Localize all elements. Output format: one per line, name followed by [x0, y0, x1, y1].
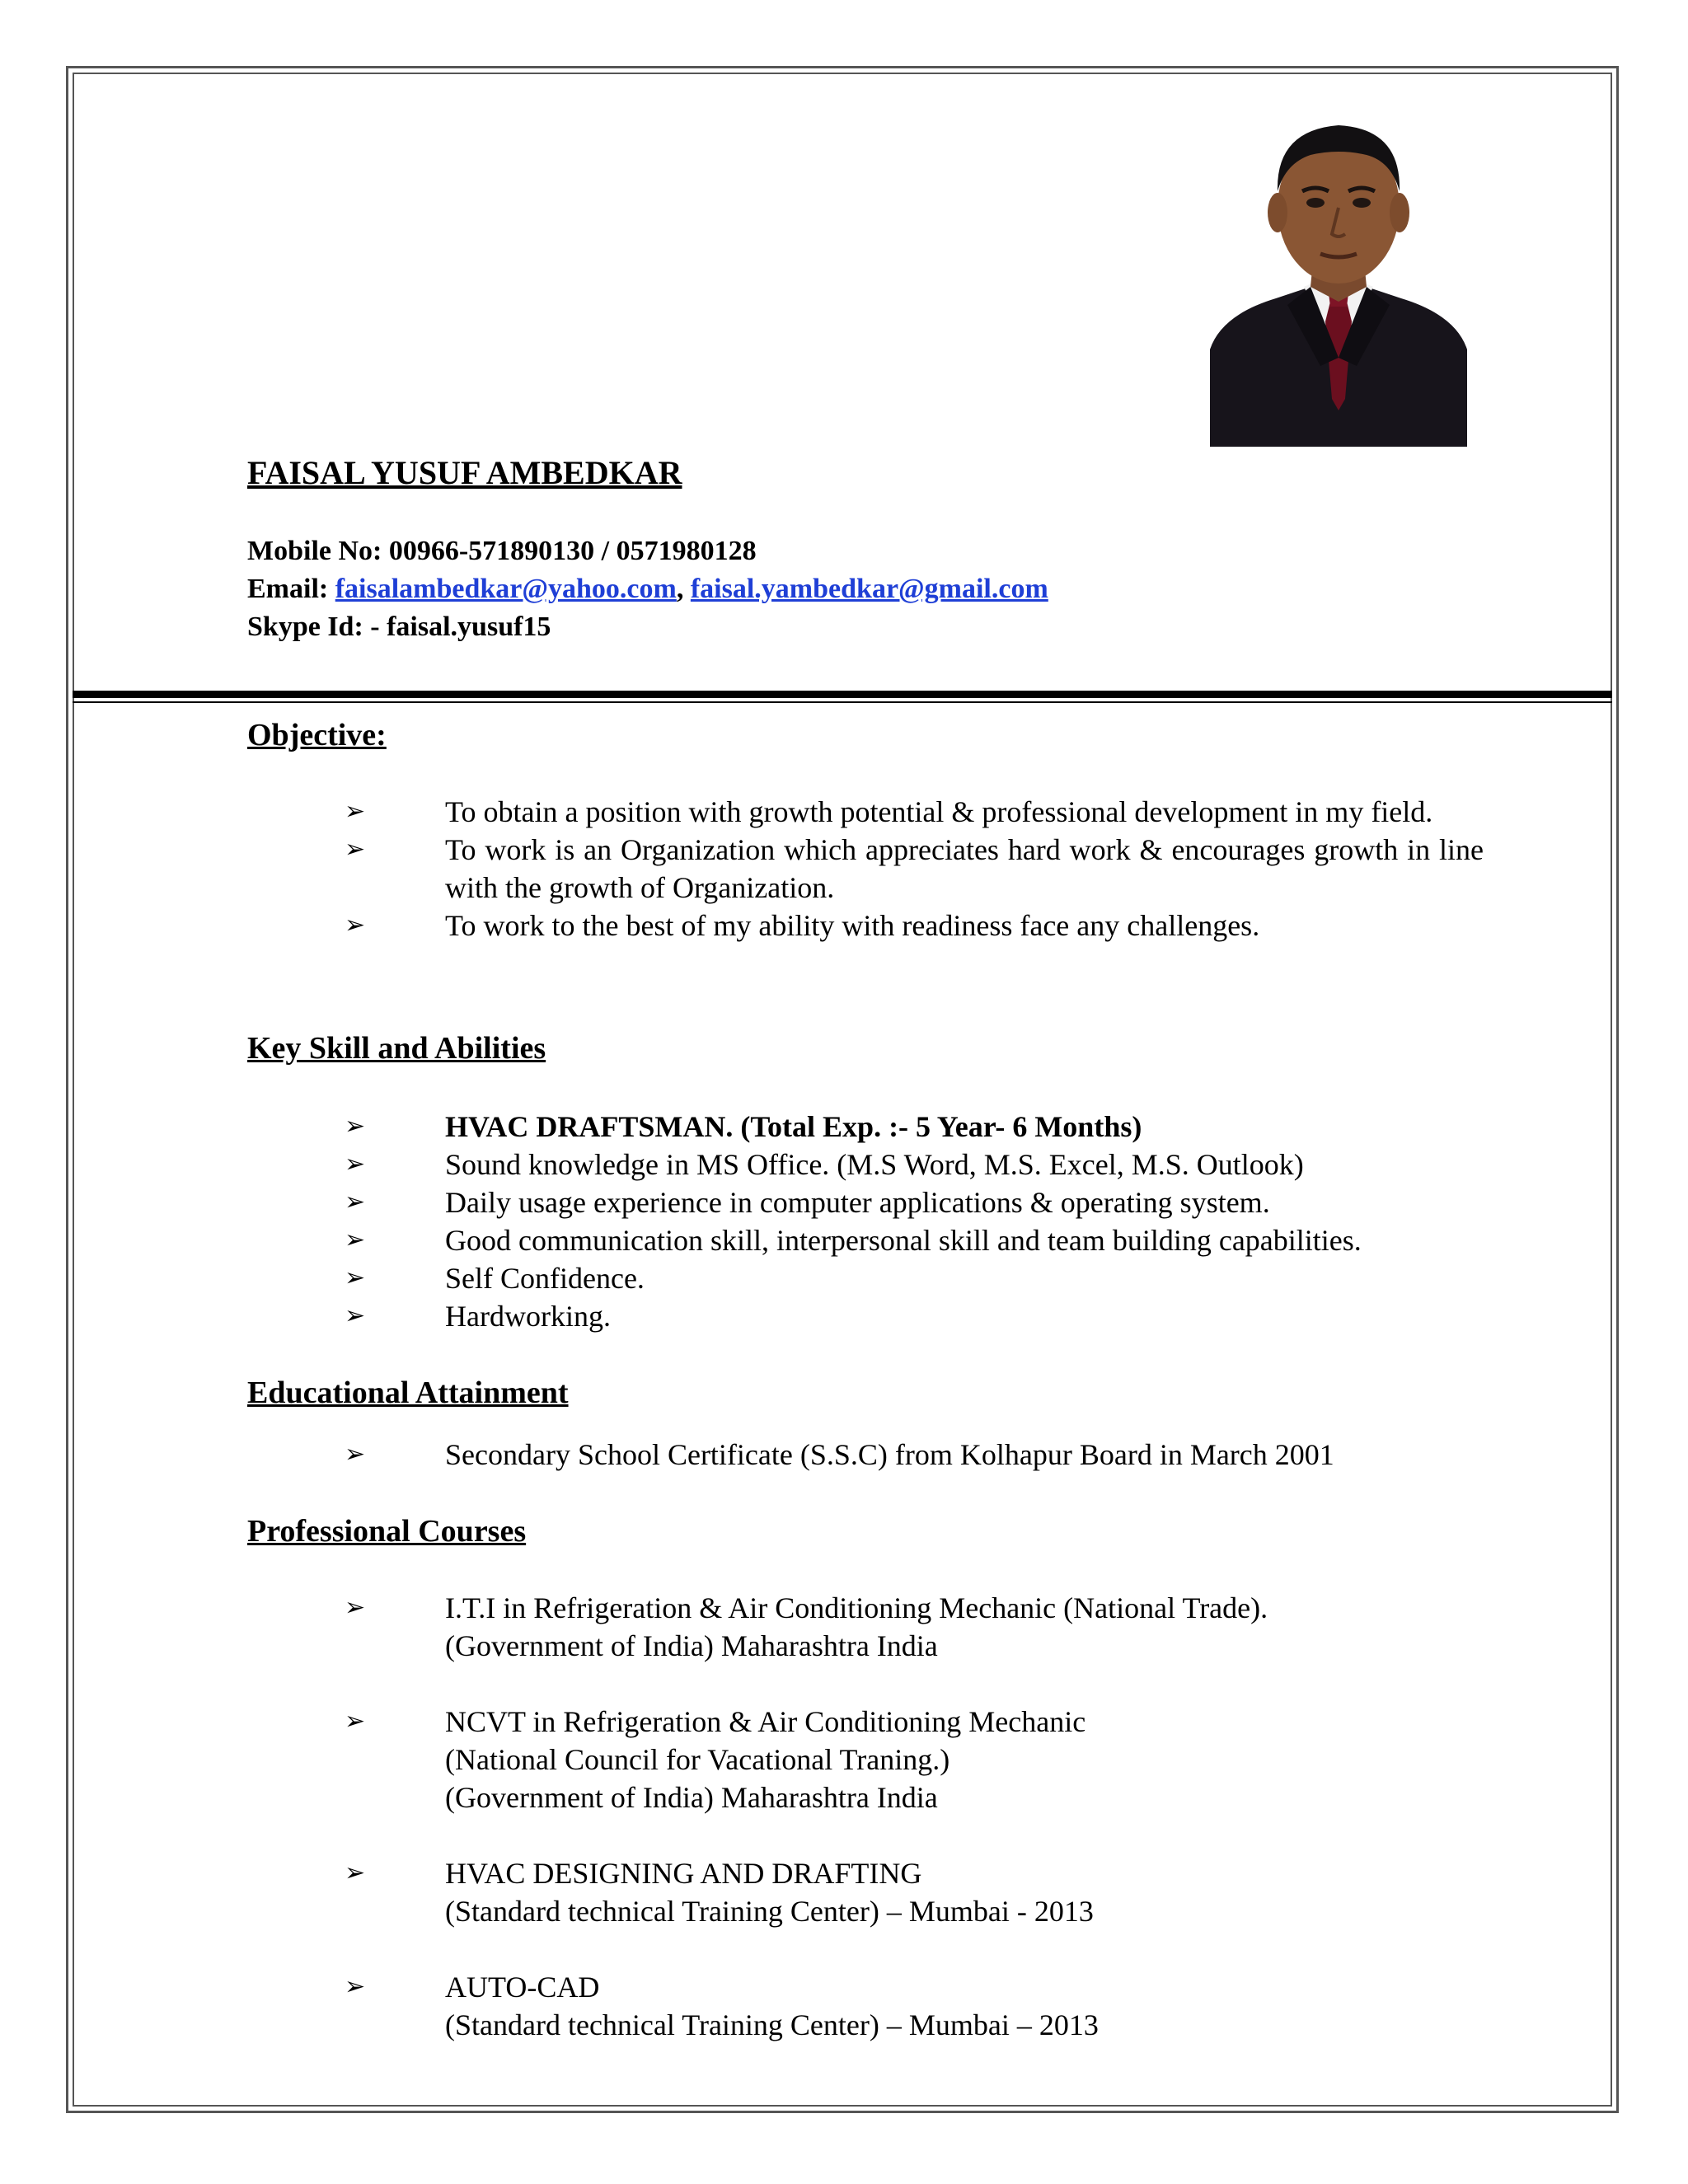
skills-title: Key Skill and Abilities: [247, 1031, 546, 1066]
arrow-bullet-icon: ➢: [345, 1112, 366, 1141]
skype-label: Skype Id:: [247, 612, 371, 642]
skills-list: [247, 1108, 1484, 1335]
list-item: ➢ AUTO-CAD (Standard technical Training Center) – Mumbai – 2013: [247, 1968, 1484, 2044]
mobile-value: 00966-571890130 / 0571980128: [388, 536, 757, 566]
candidate-name: FAISAL YUSUF AMBEDKAR: [247, 454, 682, 491]
header-divider-thin: [73, 701, 1612, 703]
arrow-bullet-icon: ➢: [345, 1263, 366, 1292]
arrow-bullet-icon: ➢: [345, 1858, 366, 1887]
email-label: Email:: [247, 574, 335, 604]
list-item: ➢ I.T.I in Refrigeration & Air Conditioning Mechanic (National Trade). (Government of India) Maharashtra India: [247, 1589, 1484, 1665]
list-item: ➢ HVAC DESIGNING AND DRAFTING (Standard technical Training Center) – Mumbai - 2013: [247, 1854, 1484, 1930]
courses-list: [247, 1589, 1484, 2044]
courses-title: Professional Courses: [247, 1514, 527, 1549]
list-item: ➢ Self Confidence.: [247, 1259, 1484, 1297]
arrow-bullet-icon: ➢: [345, 1972, 366, 2001]
list-spacer: [247, 1816, 1484, 1854]
list-item: ➢ HVAC DRAFTSMAN. (Total Exp. :- 5 Year- 6 Months): [247, 1108, 1484, 1146]
list-spacer: [247, 1930, 1484, 1968]
list-item: ➢ To work is an Organization which appreciates hard work & encourages growth in line with the growth of Organization.: [247, 831, 1484, 907]
profile-photo: [1205, 110, 1472, 447]
education-title: Educational Attainment: [247, 1376, 569, 1410]
email-link-yahoo[interactable]: faisalambedkar@yahoo.com: [335, 574, 677, 604]
list-item: ➢ To work to the best of my ability with readiness face any challenges.: [247, 907, 1484, 944]
list-item: ➢ Secondary School Certificate (S.S.C) from Kolhapur Board in March 2001: [247, 1436, 1484, 1474]
education-list: [247, 1436, 1484, 1474]
arrow-bullet-icon: ➢: [345, 1440, 366, 1469]
arrow-bullet-icon: ➢: [345, 797, 366, 826]
list-item: ➢ To obtain a position with growth potential & professional development in my field.: [247, 793, 1484, 831]
email-link-gmail[interactable]: faisal.yambedkar@gmail.com: [690, 574, 1048, 604]
arrow-bullet-icon: ➢: [345, 1150, 366, 1179]
list-item: ➢ Hardworking.: [247, 1297, 1484, 1335]
email-row: [247, 570, 1048, 608]
contact-block: [247, 532, 1048, 646]
list-spacer: [247, 1665, 1484, 1703]
list-item: ➢ Sound knowledge in MS Office. (M.S Word, M.S. Excel, M.S. Outlook): [247, 1146, 1484, 1183]
arrow-bullet-icon: ➢: [345, 1226, 366, 1254]
objective-list: [247, 793, 1484, 944]
list-item: ➢ Daily usage experience in computer applications & operating system.: [247, 1183, 1484, 1221]
arrow-bullet-icon: ➢: [345, 1301, 366, 1330]
objective-title: Objective:: [247, 718, 387, 752]
arrow-bullet-icon: ➢: [345, 1707, 366, 1736]
mobile-row: [247, 532, 1048, 570]
email-separator: ,: [676, 574, 691, 604]
arrow-bullet-icon: ➢: [345, 835, 366, 864]
list-item: ➢ Good communication skill, interpersonal skill and team building capabilities.: [247, 1221, 1484, 1259]
arrow-bullet-icon: ➢: [345, 1188, 366, 1216]
mobile-label: Mobile No:: [247, 536, 389, 566]
header-divider-thick: [73, 691, 1612, 698]
skype-value: - faisal.yusuf15: [370, 612, 551, 642]
list-item: ➢ NCVT in Refrigeration & Air Conditioning Mechanic (National Council for Vacational Traning.) (Government of India) Maharashtra India: [247, 1703, 1484, 1816]
skype-row: [247, 608, 1048, 646]
arrow-bullet-icon: ➢: [345, 1593, 366, 1622]
arrow-bullet-icon: ➢: [345, 911, 366, 940]
